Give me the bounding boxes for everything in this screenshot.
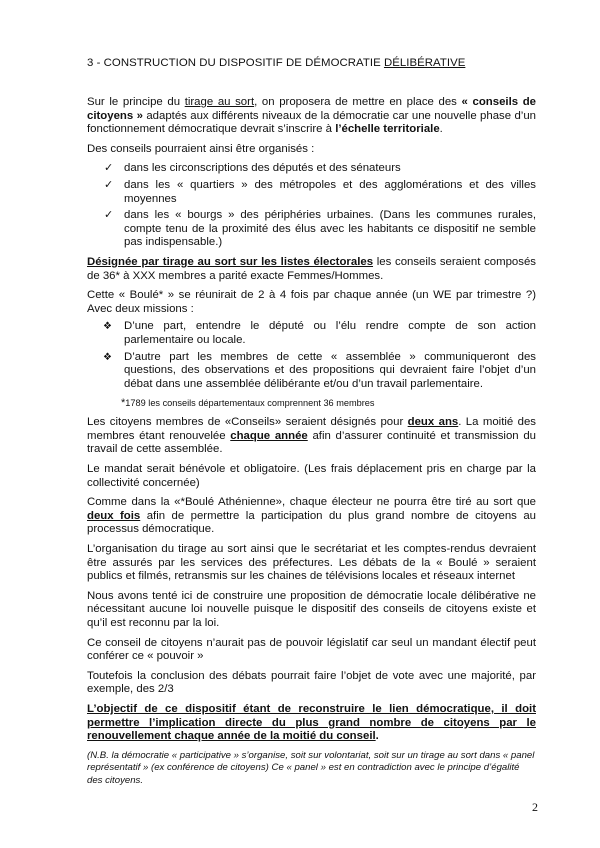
p5-a: Les citoyens membres de «Conseils» seraient désignés pour (87, 416, 408, 429)
p5-e: afin d’assurer continuité et transmission du travail de cette assemblée. (87, 429, 536, 456)
list-item-text: D’autre part les membres de cette « assemblée » communiqueront des questions, des observations et des propositions qui devraient faire l’objet d’un débat dans une assemblée délibérante et/ou d’un travail parlementaire. (124, 350, 536, 390)
list-item (87, 162, 536, 176)
p1-e: adaptés aux différents niveaux de la démocratie car une nouvelle phase d’un fonctionnement démocratique devrait s’inscrire à (87, 109, 537, 136)
p5-b: deux ans (407, 416, 459, 429)
section-title (87, 56, 536, 70)
list-item-text: dans les circonscriptions des députés et des sénateurs (124, 162, 401, 175)
p1-a: Sur le principe du (87, 96, 185, 108)
p7-a: Comme dans la «*Boulé Athénienne», chaque électeur ne pourra être tiré au sort que (87, 496, 536, 509)
p3-a: Désignée par tirage au sort sur les listes électorales (87, 255, 374, 268)
objectif-text: L’objectif de ce dispositif étant de reconstruire le lien démocratique, il doit permettre l’implication directe du plus grand nombre de citoyens par le renouvellement chaque année de la moitié du conseil (87, 702, 536, 743)
list-item (87, 209, 536, 250)
p3-b: les conseils seraient composés de 36* à XXX membres a parité exacte Femmes/Hommes. (87, 255, 536, 282)
check-list (87, 162, 536, 250)
paragraph-objectif (87, 703, 536, 744)
footnote (87, 397, 536, 409)
p1-d: « conseils de citoyens » (87, 96, 536, 122)
paragraph-conclusion: Toutefois la conclusion des débats pourrait faire l’objet de vote avec une majorité, par exemple, des 2/3 (87, 669, 536, 696)
diamond-bullet-icon: ❖ (103, 351, 112, 363)
objectif-end: . (375, 730, 379, 743)
paragraph-athenienne (87, 496, 536, 537)
diamond-bullet-icon: ❖ (103, 321, 112, 333)
checkmark-icon: ✓ (104, 209, 114, 222)
p1-c: , on proposera de mettre en place des (254, 96, 462, 108)
paragraph-boule: Cette « Boulé* » se réunirait de 2 à 4 fois par chaque année (un WE par trimestre ?) Avec deux missions : (87, 289, 536, 315)
paragraph-mandat-duree (87, 416, 536, 457)
paragraph-proposition: Nous avons tenté ici de construire une proposition de démocratie locale délibérative ne nécessitant aucune loi nouvelle puisque le dispositif des conseils de citoyens existe et qu’il est reconnu par la loi. (87, 589, 536, 629)
p5-c: . La moitié des membres étant renouvelée (87, 416, 536, 442)
p5-d: chaque année (230, 429, 308, 442)
list-item-text: D’une part, entendre le député ou l’élu rendre compte de son action parlementaire ou locale. (124, 320, 536, 346)
list-item (87, 320, 536, 347)
checkmark-icon: ✓ (104, 178, 114, 191)
page-number: 2 (532, 800, 538, 814)
footnote-text: 1789 les conseils départementaux comprennent 36 membres (125, 398, 375, 409)
missions-list (87, 320, 536, 391)
p1-b: tirage au sort (184, 96, 255, 108)
section-title-text: 3 - CONSTRUCTION DU DISPOSITIF DE DÉMOCRATIE (87, 57, 384, 69)
paragraph-organisation: L’organisation du tirage au sort ainsi que le secrétariat et les comptes-rendus devraient être assurés par les services des préfectures. Les débats de la « Boulé » seraient publics et filmés, retransmis sur les chaines de télévisions locales et réseaux internet (87, 543, 536, 583)
list-item (87, 179, 536, 206)
p1-g: . (439, 123, 443, 136)
footnote-star: * (121, 397, 126, 410)
paragraph-conseils: Des conseils pourraient ainsi être organisés : (87, 142, 315, 155)
checkmark-icon: ✓ (104, 162, 114, 175)
paragraph-benevole: Le mandat serait bénévole et obligatoire. (Les frais déplacement pris en charge par la collectivité concernée) (87, 463, 536, 489)
p7-c: afin de permettre la participation du plus grand nombre de citoyens au processus démocratique. (87, 509, 536, 536)
nota-bene: (N.B. la démocratie « participative » s’organise, soit sur volontariat, soit sur un tirage au sort dans « panel représentatif » (ex conférence de citoyens) Ce « panel » est en contradiction avec le principe d’égalité des citoyens. (87, 749, 535, 786)
list-item (87, 351, 536, 392)
p1-f: l’échelle territoriale (335, 123, 440, 136)
paragraph-designation (87, 256, 536, 283)
section-title-underlined: DÉLIBÉRATIVE (383, 57, 466, 69)
p7-b: deux fois (87, 509, 141, 522)
list-item-text: dans les « bourgs » des périphéries urbaines. (Dans les communes rurales, compte tenu de la proximité des élus avec les habitants ce dispositif ne semble pas indispensable.) (124, 209, 536, 249)
paragraph-intro (87, 96, 536, 137)
paragraph-pouvoir: Ce conseil de citoyens n’aurait pas de pouvoir législatif car seul un mandant électif peut conférer ce « pouvoir » (87, 636, 536, 663)
list-item-text: dans les « quartiers » des métropoles et des agglomérations et des villes moyennes (124, 178, 536, 205)
